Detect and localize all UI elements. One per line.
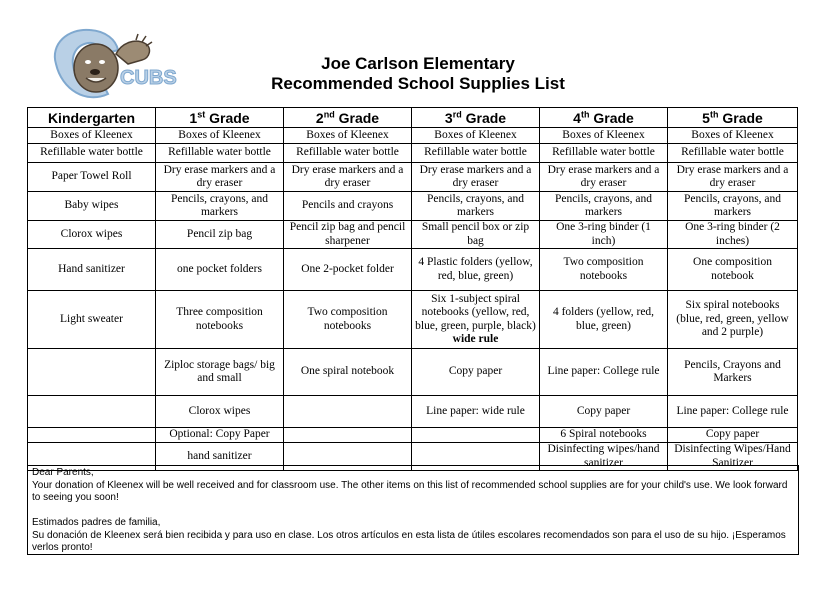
english-body: Your donation of Kleenex will be well received and for classroom use. The other items on this list of recommended school supplies are for your child's use. We look forward to seeing you soon! xyxy=(32,479,788,503)
table-cell: Refillable water bottle xyxy=(412,144,540,163)
table-cell: Light sweater xyxy=(28,291,156,349)
table-row xyxy=(28,144,798,163)
table-cell: Boxes of Kleenex xyxy=(412,128,540,144)
table-cell: Hand sanitizer xyxy=(28,249,156,291)
table-cell: Line paper: College rule xyxy=(540,349,668,396)
table-cell: Line paper: College rule xyxy=(668,396,798,428)
table-cell: Boxes of Kleenex xyxy=(284,128,412,144)
bear-mascot-icon xyxy=(46,24,177,102)
table-cell xyxy=(412,428,540,443)
school-name: Joe Carlson Elementary xyxy=(321,54,515,73)
col-header-grade-3: 3rd Grade xyxy=(412,108,540,128)
cubs-logo xyxy=(46,24,177,102)
table-cell: one pocket folders xyxy=(156,249,284,291)
table-cell: Dry erase markers and a dry eraser xyxy=(668,163,798,192)
table-cell: Copy paper xyxy=(412,349,540,396)
col-header-grade-4: 4th Grade xyxy=(540,108,668,128)
table-row xyxy=(28,396,798,428)
table-cell: One spiral notebook xyxy=(284,349,412,396)
table-cell: Refillable water bottle xyxy=(668,144,798,163)
table-cell: Refillable water bottle xyxy=(28,144,156,163)
col-header-grade-5: 5th Grade xyxy=(668,108,798,128)
col-header-grade-1: 1st Grade xyxy=(156,108,284,128)
table-cell: Boxes of Kleenex xyxy=(28,128,156,144)
table-cell xyxy=(412,291,540,349)
list-title: Recommended School Supplies List xyxy=(271,74,565,93)
table-cell: Line paper: wide rule xyxy=(412,396,540,428)
table-cell: Optional: Copy Paper xyxy=(156,428,284,443)
table-cell: Refillable water bottle xyxy=(540,144,668,163)
table-cell: hand sanitizer xyxy=(156,443,284,471)
table-cell: Boxes of Kleenex xyxy=(540,128,668,144)
table-cell xyxy=(28,349,156,396)
parent-note xyxy=(27,465,799,555)
table-cell: Copy paper xyxy=(668,428,798,443)
table-cell: Two composition notebooks xyxy=(284,291,412,349)
table-cell: Pencils, crayons, and markers xyxy=(412,192,540,221)
table-cell: 6 Spiral notebooks xyxy=(540,428,668,443)
table-cell: Dry erase markers and a dry eraser xyxy=(540,163,668,192)
table-cell: Pencils, crayons, and markers xyxy=(668,192,798,221)
table-cell: One 3-ring binder (2 inches) xyxy=(668,221,798,249)
grade-3-spiral-notebooks: Six 1-subject spiral notebooks (yellow, red, blue, green, purple, black) xyxy=(415,292,536,332)
table-cell: Pencils, crayons, and markers xyxy=(540,192,668,221)
supplies-table xyxy=(27,107,798,471)
table-row xyxy=(28,349,798,396)
table-cell: Pencil zip bag xyxy=(156,221,284,249)
table-cell: Pencil zip bag and pencil sharpener xyxy=(284,221,412,249)
table-row xyxy=(28,291,798,349)
table-cell: Six spiral notebooks (blue, red, green, yellow and 2 purple) xyxy=(668,291,798,349)
wide-rule-emphasis: wide rule xyxy=(452,333,499,345)
table-cell xyxy=(28,428,156,443)
table-cell: Disinfecting Wipes/Hand Sanitizer xyxy=(668,443,798,471)
col-header-kindergarten: Kindergarten xyxy=(28,108,156,128)
table-cell: Two composition notebooks xyxy=(540,249,668,291)
table-cell: Boxes of Kleenex xyxy=(156,128,284,144)
table-row xyxy=(28,249,798,291)
table-cell: Refillable water bottle xyxy=(284,144,412,163)
table-cell: Baby wipes xyxy=(28,192,156,221)
table-cell: 4 folders (yellow, red, blue, green) xyxy=(540,291,668,349)
table-cell: Dry erase markers and a dry eraser xyxy=(284,163,412,192)
table-cell: Small pencil box or zip bag xyxy=(412,221,540,249)
table-cell xyxy=(284,428,412,443)
table-cell: Pencils, Crayons and Markers xyxy=(668,349,798,396)
page-title xyxy=(230,54,606,94)
table-cell: Paper Towel Roll xyxy=(28,163,156,192)
spanish-greeting: Estimados padres de familia, xyxy=(32,517,161,528)
table-cell: One 3-ring binder (1 inch) xyxy=(540,221,668,249)
table-cell: Ziploc storage bags/ big and small xyxy=(156,349,284,396)
table-cell: Disinfecting wipes/hand sanitizer xyxy=(540,443,668,471)
table-cell: Copy paper xyxy=(540,396,668,428)
table-cell xyxy=(28,396,156,428)
spanish-body: Su donación de Kleenex será bien recibida y para uso en clase. Los otros artículos en esta lista de útiles escolares recomendados son para el uso de su hijo. ¡Esperamos verlos pronto! xyxy=(32,529,786,553)
table-cell: One composition notebook xyxy=(668,249,798,291)
table-cell: One 2-pocket folder xyxy=(284,249,412,291)
table-row xyxy=(28,192,798,221)
table-row xyxy=(28,128,798,144)
table-cell: Pencils, crayons, and markers xyxy=(156,192,284,221)
table-cell: Dry erase markers and a dry eraser xyxy=(412,163,540,192)
english-greeting: Dear Parents, xyxy=(32,467,94,478)
table-cell: 4 Plastic folders (yellow, red, blue, green) xyxy=(412,249,540,291)
table-cell: Clorox wipes xyxy=(156,396,284,428)
table-cell: Three composition notebooks xyxy=(156,291,284,349)
header-row xyxy=(28,108,798,128)
table-row xyxy=(28,221,798,249)
logo-text: CUBS xyxy=(120,67,177,89)
table-cell: Boxes of Kleenex xyxy=(668,128,798,144)
table-cell xyxy=(284,396,412,428)
table-cell: Clorox wipes xyxy=(28,221,156,249)
col-header-grade-2: 2nd Grade xyxy=(284,108,412,128)
table-cell: Dry erase markers and a dry eraser xyxy=(156,163,284,192)
table-row xyxy=(28,428,798,443)
table-row xyxy=(28,163,798,192)
table-cell: Pencils and crayons xyxy=(284,192,412,221)
table-cell: Refillable water bottle xyxy=(156,144,284,163)
